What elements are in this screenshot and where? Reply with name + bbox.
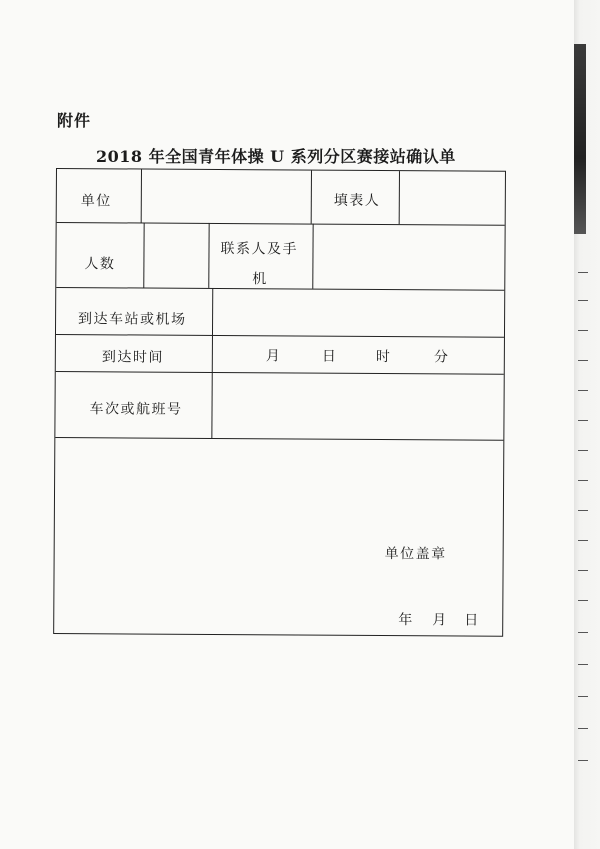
arrival-month: 月 [265, 348, 282, 365]
seal-label: 单位盖章 [384, 546, 447, 563]
edge-mark [578, 760, 588, 761]
edge-mark [578, 272, 588, 273]
edge-mark [578, 480, 588, 481]
arrival-day: 日 [321, 348, 338, 365]
filler-label: 填表人 [333, 192, 381, 209]
edge-mark [578, 570, 588, 571]
train-flight-field[interactable] [213, 374, 501, 438]
edge-mark [578, 600, 588, 601]
arrival-place-field[interactable] [214, 290, 502, 336]
contact-label-continued: 机 [252, 271, 268, 288]
train-flight-label: 车次或航班号 [89, 401, 183, 418]
seal-area[interactable] [56, 439, 501, 634]
edge-mark [578, 300, 588, 301]
arrival-time-label: 到达时间 [101, 349, 164, 366]
unit-field[interactable] [143, 172, 309, 223]
arrival-hour: 时 [375, 348, 392, 366]
contact-phone-field[interactable] [314, 226, 502, 289]
edge-mark [578, 510, 588, 511]
attachment-label: 附件 [57, 111, 92, 130]
column-divider [311, 171, 313, 224]
edge-mark [578, 664, 588, 665]
column-divider [208, 223, 210, 288]
seal-date-day: 日 [464, 612, 480, 629]
confirmation-form-table [53, 168, 506, 637]
count-label: 人数 [84, 256, 116, 273]
arrival-place-label: 到达车站或机场 [78, 311, 187, 328]
arrival-minute: 分 [433, 349, 450, 366]
document-title: 2018 年全国青年体操 U 系列分区赛接站确认单 [96, 147, 456, 166]
seal-date-year: 年 [398, 612, 414, 629]
filler-field[interactable] [401, 173, 503, 224]
unit-label: 单位 [80, 193, 112, 210]
count-field[interactable] [145, 225, 207, 287]
edge-mark [578, 330, 588, 331]
seal-date-month: 月 [432, 612, 448, 629]
edge-mark [578, 696, 588, 697]
page-edge-shadow [574, 44, 586, 234]
contact-label: 联系人及手 [220, 241, 299, 258]
edge-mark [578, 360, 588, 361]
edge-mark [578, 420, 588, 421]
edge-mark [578, 728, 588, 729]
edge-mark [578, 450, 588, 451]
edge-mark [578, 632, 588, 633]
edge-mark [578, 390, 588, 391]
edge-mark [578, 540, 588, 541]
